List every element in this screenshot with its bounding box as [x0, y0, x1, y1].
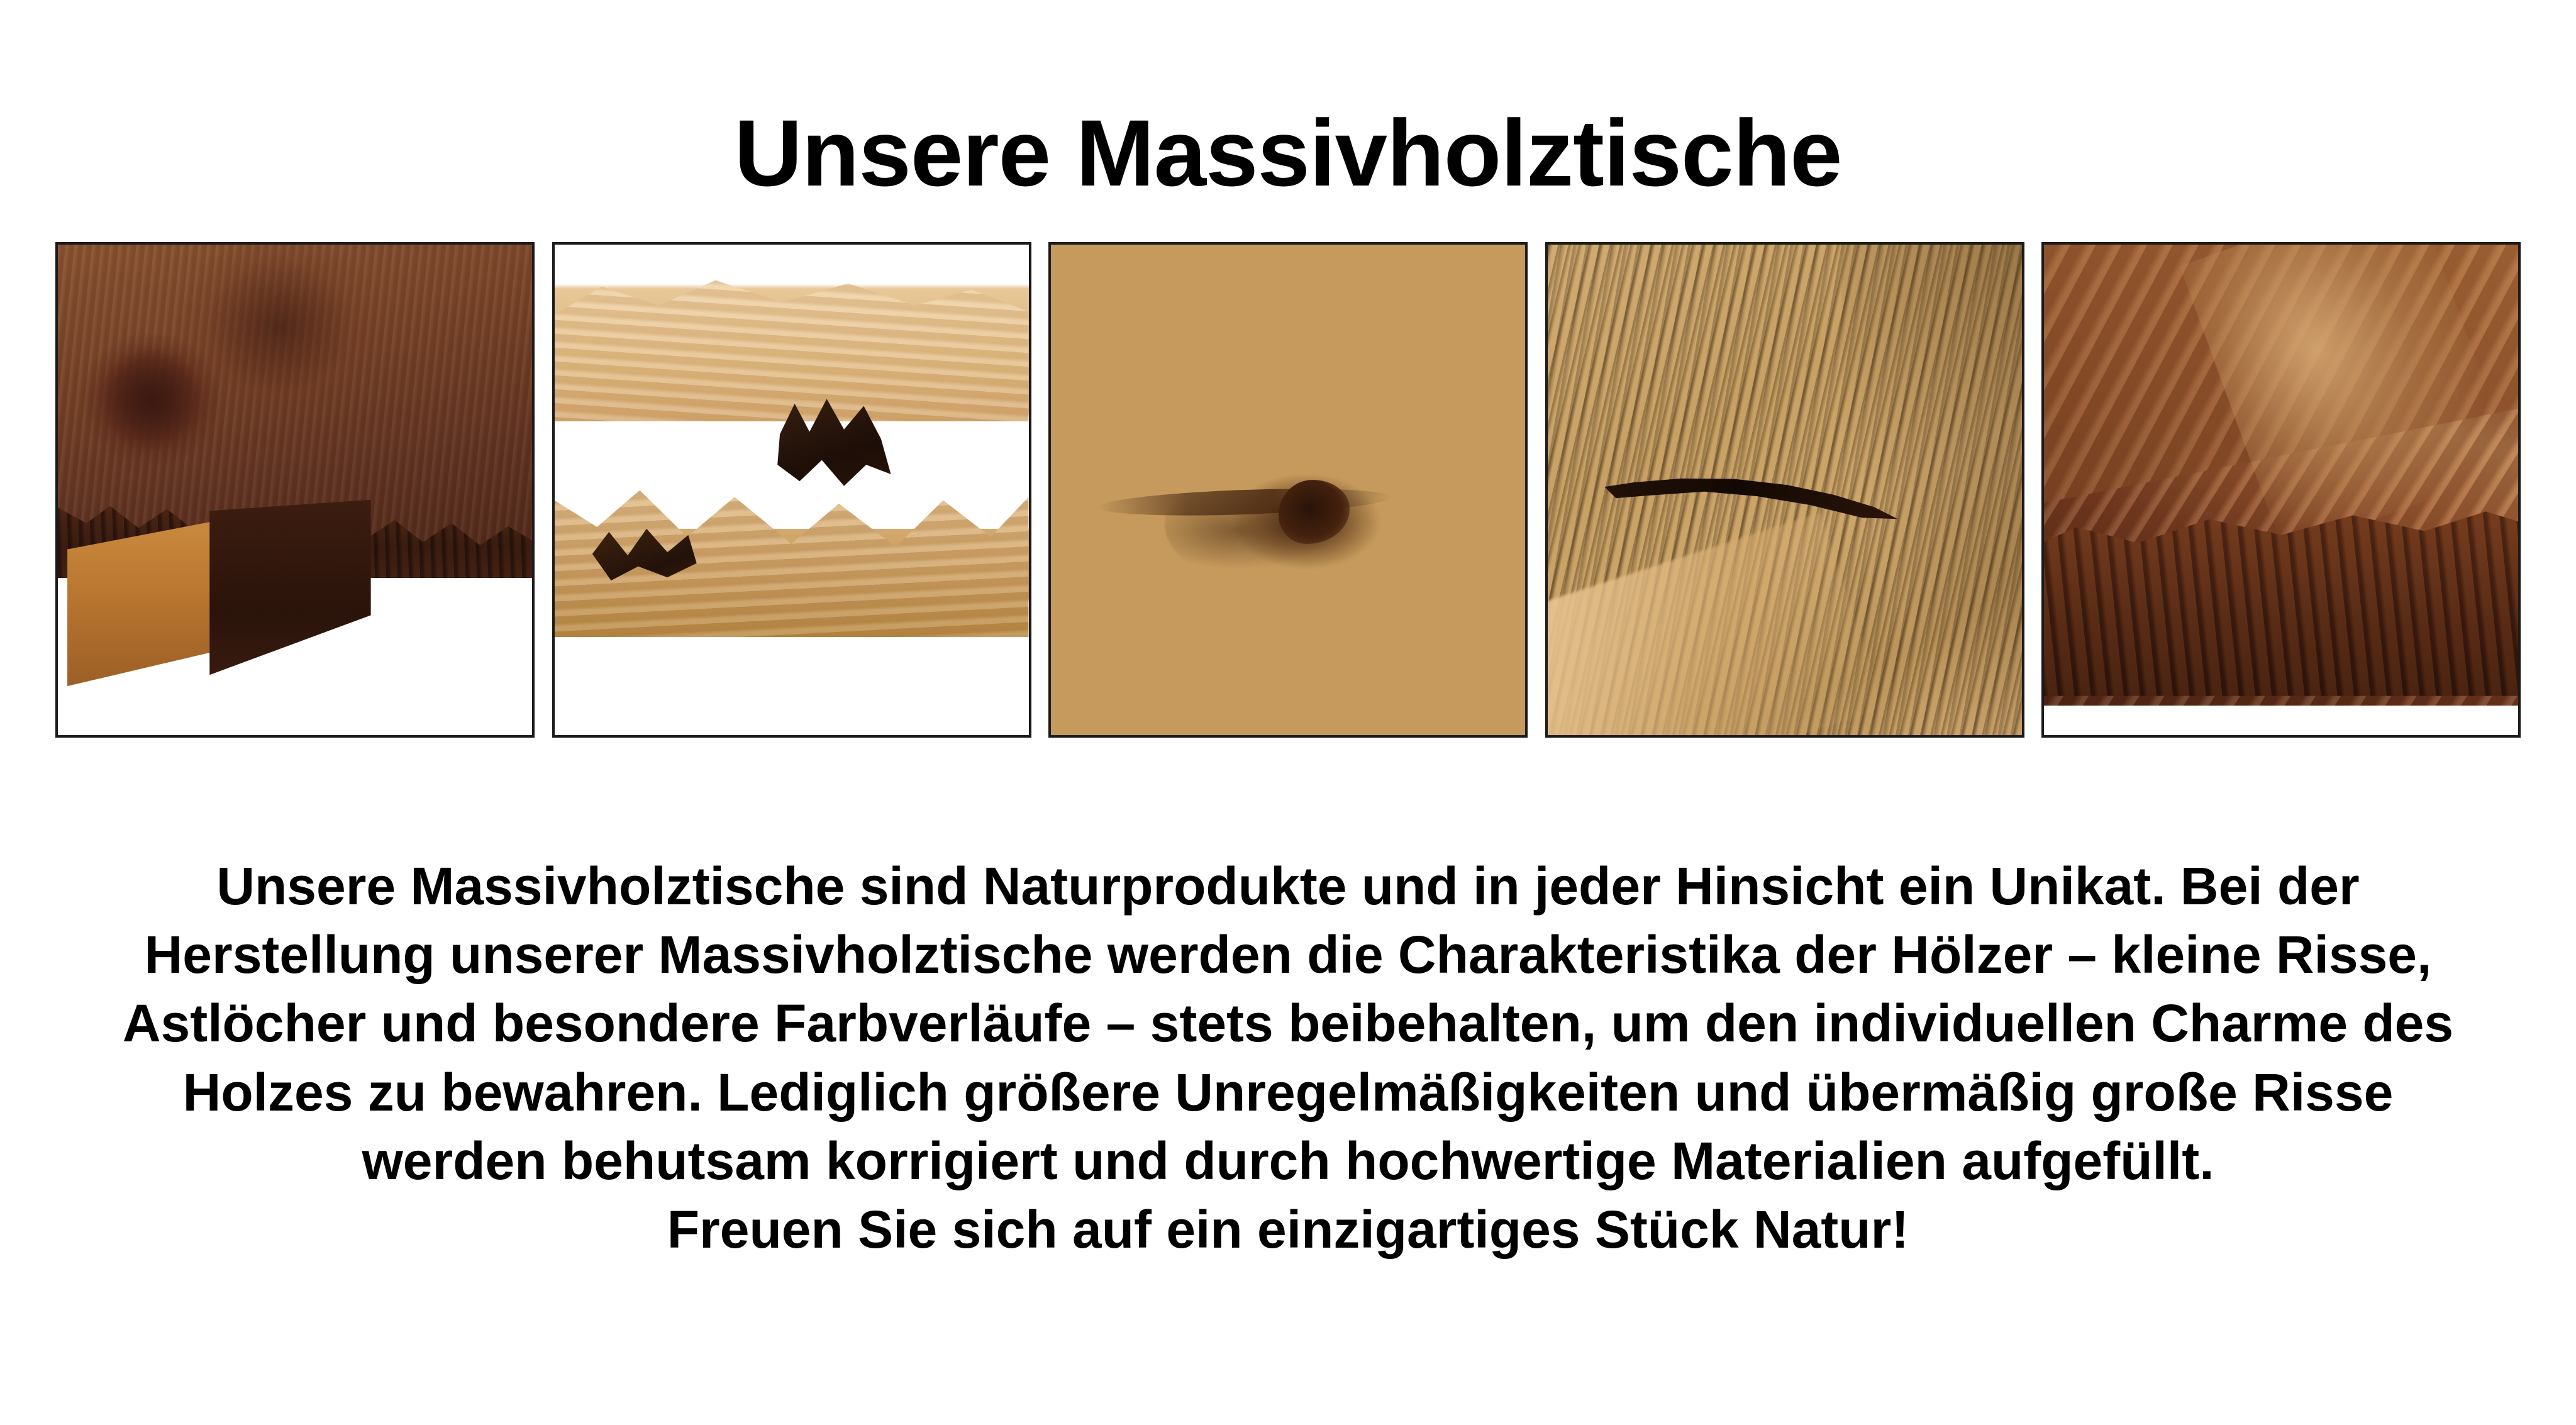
wood-photo-2 [552, 242, 1031, 738]
wood-photo-4 [1545, 242, 2024, 738]
photo-bottom-margin [2044, 706, 2518, 735]
description-line-5: werden behutsam korrigiert und durch hochwertige Materialien aufgefüllt. [362, 1131, 2214, 1190]
wood-photo-5 [2041, 242, 2521, 738]
slab-side-dark [209, 500, 370, 686]
wood-photo-2-image [555, 245, 1029, 735]
wood-photo-5-image [2044, 245, 2518, 735]
description-line-2: Herstellung unserer Massivholztische werden die Charakteristika der Hölzer – kleine Risse, [144, 925, 2432, 985]
upper-slab-band [555, 274, 1029, 431]
wood-photo-3 [1048, 242, 1528, 738]
wood-knot [1165, 460, 1392, 588]
description-line-6: Freuen Sie sich auf ein einzigartiges Stück Natur! [667, 1199, 1909, 1259]
wood-photo-1 [55, 242, 535, 738]
description-line-3: Astlöcher und besondere Farbverläufe – stets beibehalten, um den individuellen Charme des [122, 994, 2454, 1053]
wood-photo-3-image [1051, 245, 1525, 735]
page-title: Unsere Massivholztische [734, 99, 1842, 206]
description-text [57, 852, 2519, 1264]
description-line-1: Unsere Massivholztische sind Naturprodukte und in jeder Hinsicht ein Unikat. Bei der [216, 857, 2360, 916]
wood-photo-1-image [58, 245, 532, 735]
wood-photo-strip [55, 242, 2521, 739]
description-line-4: Holzes zu bewahren. Lediglich größere Unregelmäßigkeiten und übermäßig große Risse [182, 1062, 2394, 1122]
wood-photo-4-image [1548, 245, 2022, 735]
